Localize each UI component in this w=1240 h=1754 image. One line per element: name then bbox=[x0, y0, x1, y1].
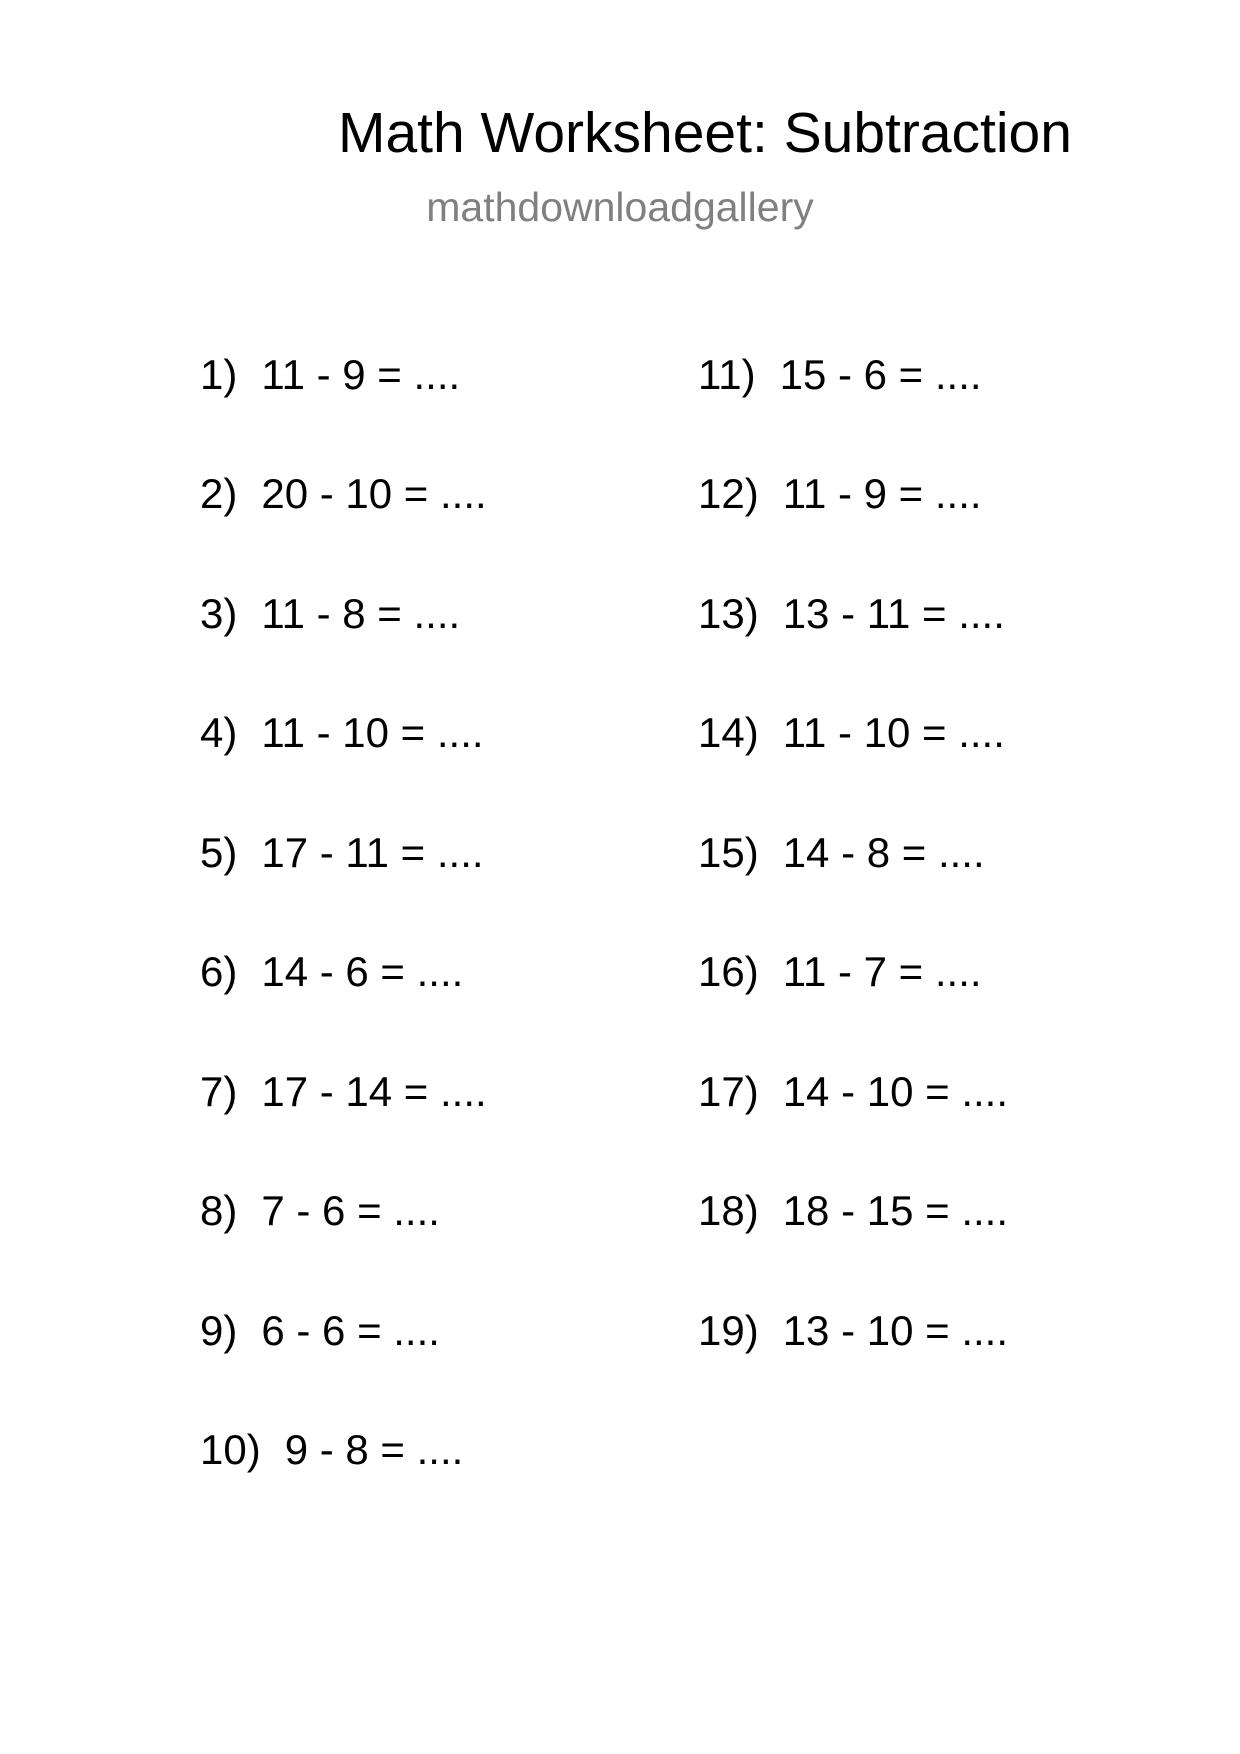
problem-item bbox=[698, 708, 1005, 758]
problem-expression: 7 - 6 = .... bbox=[261, 1187, 440, 1234]
problem-item bbox=[200, 1067, 487, 1117]
problem-expression: 14 - 10 = .... bbox=[782, 1068, 1009, 1115]
problem-number: 11) bbox=[698, 351, 756, 398]
problem-number: 1) bbox=[200, 351, 238, 398]
problem-expression: 17 - 11 = .... bbox=[261, 829, 484, 876]
problem-item bbox=[200, 1186, 440, 1236]
problem-item bbox=[698, 1067, 1008, 1117]
problem-item bbox=[698, 469, 982, 519]
problem-number: 5) bbox=[200, 829, 238, 876]
problem-expression: 11 - 8 = .... bbox=[261, 590, 461, 637]
problem-item bbox=[698, 589, 1005, 639]
problem-item bbox=[200, 469, 487, 519]
problem-number: 6) bbox=[200, 948, 238, 995]
problem-expression: 15 - 6 = .... bbox=[779, 351, 982, 398]
page-title: Math Worksheet: Subtraction bbox=[338, 101, 1072, 165]
problem-item bbox=[200, 589, 460, 639]
problem-expression: 13 - 11 = .... bbox=[782, 590, 1005, 637]
problem-number: 19) bbox=[698, 1307, 759, 1354]
problem-number: 4) bbox=[200, 709, 238, 756]
problem-item bbox=[200, 1425, 463, 1475]
problem-expression: 13 - 10 = .... bbox=[782, 1307, 1009, 1354]
problem-item bbox=[698, 1306, 1008, 1356]
problem-number: 10) bbox=[200, 1426, 261, 1473]
problem-expression: 20 - 10 = .... bbox=[261, 470, 487, 517]
problem-number: 3) bbox=[200, 590, 238, 637]
problem-item bbox=[698, 350, 982, 400]
problem-number: 7) bbox=[200, 1068, 238, 1115]
problem-number: 18) bbox=[698, 1187, 759, 1234]
problem-number: 12) bbox=[698, 470, 759, 517]
problem-item bbox=[200, 350, 460, 400]
problem-expression: 6 - 6 = .... bbox=[261, 1307, 440, 1354]
problem-expression: 11 - 9 = .... bbox=[782, 470, 982, 517]
problem-item bbox=[200, 1306, 440, 1356]
problem-item bbox=[698, 1186, 1008, 1236]
problem-item bbox=[200, 708, 484, 758]
problem-expression: 14 - 6 = .... bbox=[261, 948, 464, 995]
problem-expression: 14 - 8 = .... bbox=[782, 829, 985, 876]
problem-expression: 18 - 15 = .... bbox=[782, 1187, 1009, 1234]
problem-number: 17) bbox=[698, 1068, 759, 1115]
problem-item bbox=[200, 828, 484, 878]
problem-number: 8) bbox=[200, 1187, 238, 1234]
problem-item bbox=[698, 828, 985, 878]
problem-number: 9) bbox=[200, 1307, 238, 1354]
problem-expression: 11 - 10 = .... bbox=[782, 709, 1005, 756]
problem-number: 2) bbox=[200, 470, 238, 517]
problem-expression: 9 - 8 = .... bbox=[284, 1426, 464, 1473]
problem-item bbox=[200, 947, 463, 997]
problem-number: 15) bbox=[698, 829, 759, 876]
problem-number: 13) bbox=[698, 590, 759, 637]
problem-number: 14) bbox=[698, 709, 759, 756]
problem-number: 16) bbox=[698, 948, 759, 995]
page-subtitle: mathdownloadgallery bbox=[426, 184, 814, 230]
problem-item bbox=[698, 947, 982, 997]
problem-expression: 17 - 14 = .... bbox=[261, 1068, 487, 1115]
problem-expression: 11 - 9 = .... bbox=[261, 351, 461, 398]
problem-expression: 11 - 7 = .... bbox=[782, 948, 982, 995]
problem-expression: 11 - 10 = .... bbox=[261, 709, 484, 756]
